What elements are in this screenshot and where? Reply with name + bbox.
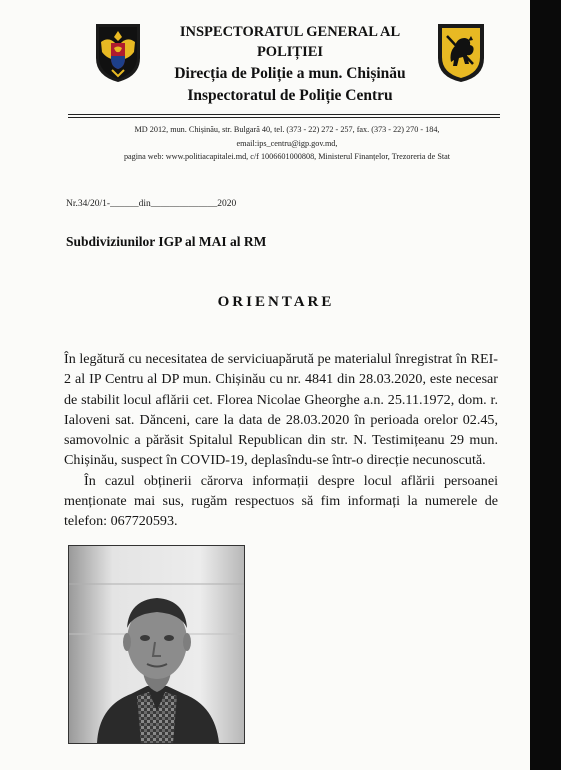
document-title: ORIENTARE [217, 294, 335, 310]
contact-web: pagina web: www.politiacapitalei.md, c/f 1006601000808, Ministerul Finanțelor, Trezoreria de Stat [123, 152, 451, 161]
portrait-photo-image [69, 546, 244, 743]
contact-email: email:ips_centru@igp.gov.md, [236, 139, 338, 148]
org-name-line2: POLIȚIEI [256, 44, 324, 60]
body-paragraph-2: În cazul obținerii cărorva informații despre locul aflării persoanei menționate mai sus, rugăm respectuos să fim informați la numerele de telefon: 067720593. [64, 472, 498, 530]
body-paragraph-1: În legătură cu necesitatea de serviciuapărută pe materialul înregistrat în REI-2 al IP Centru al DP mun. Chișinău cu nr. 4841 din 28.03.2020, este necesar de stabilit locul aflării cet. Florea Nicolae Gheorghe a.n. 25.11.1972, dom. r. Ialoveni sat. Dănceni, care la data de 28.03.2020 în perioada orelor 02.45, samovolnic a părăsit Spitalul Republican din str. N. Testimițeanu 29 mun. Chișinău, suspect în COVID-19, deplasîndu-se într-o direcție necunoscută. [64, 351, 498, 469]
police-lion-emblem-icon [435, 22, 487, 84]
moldova-coat-of-arms-icon [92, 22, 144, 84]
org-directorate: Direcția de Poliție a mun. Chișinău [174, 65, 406, 82]
screen-edge [530, 0, 561, 770]
document-body [64, 349, 498, 532]
org-inspectorate: Inspectoratul de Poliție Centru [187, 87, 393, 104]
registration-number: Nr.34/20/1-______din______________2020 [66, 199, 237, 209]
portrait-photo [68, 545, 245, 744]
header-divider-top [68, 114, 500, 115]
contact-address: MD 2012, mun. Chișinău, str. Bulgară 40, tel. (373 - 22) 272 - 257, fax. (373 - 22) 270 - 184, [134, 125, 440, 134]
org-name-line1: INSPECTORATUL GENERAL AL [179, 24, 401, 40]
header-divider-bottom [68, 117, 500, 118]
recipient-line: Subdiviziunilor IGP al MAI al RM [66, 234, 267, 249]
